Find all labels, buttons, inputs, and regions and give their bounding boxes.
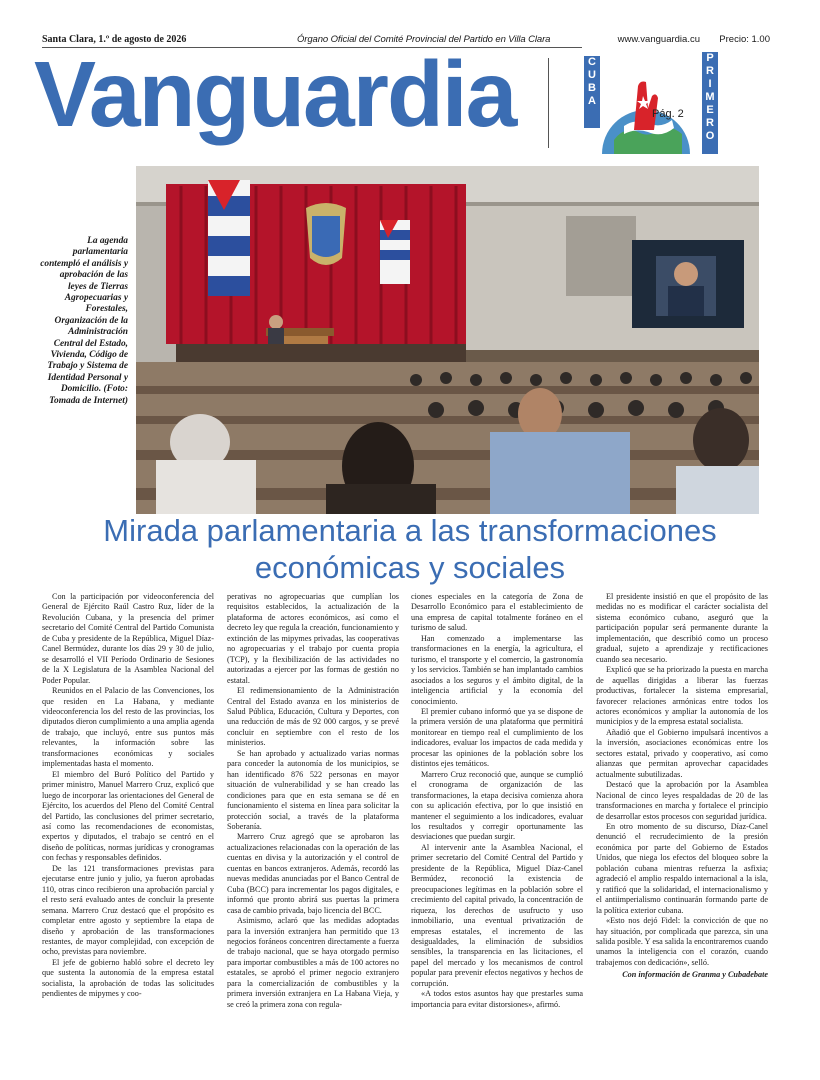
article-column-1 <box>42 592 214 1000</box>
headline-line-1: Mirada parlamentaria a las transformaciones <box>103 513 717 548</box>
article-column-4 <box>596 592 768 981</box>
paragraph: Con la participación por videoconferencia del General de Ejército Raúl Castro Ruz, líder de la Revolución Cubana, y la presencia del primer secretario del Comité Central del Partido Comunista de Cuba y presidente de la República, Miguel Díaz-Canel Bermúdez, durante los días 29 y 30 de julio, se desarrolló el VII Período Ordinario de Sesiones de la X Legislatura de la Asamblea Nacional del Poder Popular. <box>42 592 214 685</box>
paragraph: Destacó que la aprobación por la Asamblea Nacional de cinco leyes respaldadas de 20 de las transformaciones en marcha y fortalece el principio de desarrollar estos procesos con seguridad jurídica. <box>596 780 768 821</box>
issue-price: Precio: 1.00 <box>719 34 770 45</box>
paragraph: Al intervenir ante la Asamblea Nacional, el primer secretario del Comité Central del Partido y presidente de la República, Miguel Díaz-Canel Bermúdez, reconoció la existencia de preocupaciones legítimas en la población sobre el crecimiento del capital privado, la concentración de riqueza, los derechos de usufructo y uso inmobiliario, una eventual privatización de empresas estatales, el incremento de las desigualdades, la eliminación de subsidios sensibles, la transparencia en las licitaciones, el papel del mercado y los mecanismos de control popular para prevenir efectos negativos y hechos de corrupción. <box>411 842 583 988</box>
paragraph: El miembro del Buró Político del Partido y primer ministro, Manuel Marrero Cruz, explicó que luego de incorporar las orientaciones del General de Ejército, los acuerdos del Pleno del Comité Central del Partido, las conclusiones del primer secretario, así como las recomendaciones de economistas, expertos y diputados, el trabajo se centró en el diseño de políticas, normas jurídicas y cronogramas con fechas y responsables definidos. <box>42 769 214 863</box>
issue-date: Santa Clara, 1.º de agosto de 2026 <box>42 34 187 45</box>
paragraph: ciones especiales en la categoría de Zona de Desarrollo Económico para el establecimiento de una empresa de capital totalmente foráneo en el turismo de salud. <box>411 592 583 633</box>
source-credit: Con información de Granma y Cubadebate <box>622 970 768 980</box>
masthead-logo: Vanguardia <box>34 42 516 146</box>
cuba-vertical-label: C U B A <box>584 56 600 128</box>
photo-caption: La agenda parlamentaria contempló el análisis y aprobación de las leyes de Tierras Agropecuarias y Forestales, Organización de la Administración Central del Estado, Vivienda, Código de Trabajo y Sistema de Identidad Personal y Domicilio. (Foto: Tomada de Internet) <box>40 236 128 406</box>
paragraph: Se han aprobado y actualizado varias normas para conceder la autonomía de los municipios, se han identificado 876 522 personas en mayor situación de vulnerabilidad y se han creado las condiciones para que en esta semana se dé en funcionamiento el sistema en línea para solicitar la protección social, a través de la plataforma Soberanía. <box>227 748 399 831</box>
parliament-session-photo <box>136 166 759 514</box>
paragraph: Marrero Cruz reconoció que, aunque se cumplió el cronograma de organización de las transformaciones, la etapa decisiva comienza ahora con su aplicación efectiva, por lo que insistió en mantener el seguimiento a los indicadores, evaluar los resultados y corregir oportunamente las desviaciones que puedan surgir. <box>411 769 583 842</box>
article-column-2 <box>227 592 399 1010</box>
masthead-divider <box>548 58 549 148</box>
cuban-flag-hand-globe-icon <box>594 70 702 154</box>
page-reference: Pág. 2 <box>652 108 684 120</box>
paragraph: En otro momento de su discurso, Díaz-Canel denunció el recrudecimiento de la presión económica por parte del Gobierno de Estados Unidos, que niega los efectos del bloqueo sobre la población cubana mientras refuerza la asfixia; agradeció el amplio respaldo internacional a la isla, y ratificó que la solidaridad, el internacionalismo y el antiimperialismo continuarán formando parte de la política exterior cubana. <box>596 821 768 915</box>
paragraph: «Esto nos dejó Fidel: la convicción de que no hay situación, por complicada que parezca, sin una salida posible. Y esa salida la encontraremos cuando unamos la inteligencia con el corazón, cuando trabajemos con dedicación», selló. <box>596 916 768 967</box>
paragraph: El redimensionamiento de la Administración Central del Estado avanza en los ministerios de Salud Pública, Educación, Cultura y Deportes, con una reducción de más de 92 000 cargos, y se prevé concluir en septiembre con el resto de los ministerios. <box>227 686 399 748</box>
paragraph: El premier cubano informó que ya se dispone de la primera versión de una plataforma que permitirá monitorear en tiempo real el cumplimiento de los indicadores, evaluar los impactos de cada medida y procesar las opiniones de la población sobre los distintos ejes temáticos. <box>411 706 583 769</box>
paragraph: Asimismo, aclaró que las medidas adoptadas para la inversión extranjera han permitido que 13 negocios foráneos concentren directamente a fuerza de trabajo nacional, que se haya otorgado permiso para importar combustibles a más de 100 actores no estatales, se aprobó el primer negocio extranjero para la comercialización de combustibles y la primera inversión extranjera en La Habana Vieja, y se creó la primera zona con regula- <box>227 916 399 1009</box>
paragraph: Reunidos en el Palacio de las Convenciones, los que residen en La Habana, y mediante videoconferencia los del resto de las provincias, los diputados dieron cumplimiento a una amplia agenda de trabajo, que incluyó, entre sus puntos más relevantes, la información sobre las transformaciones económicas y sociales implementadas hasta el momento. <box>42 686 214 769</box>
primero-vertical-label: P R I M E R O <box>702 52 718 154</box>
paragraph: Añadió que el Gobierno impulsará incentivos a la inversión, asociaciones económicas entre los sectores estatal, privado y cooperativo, así como alianzas que permitan aprovechar capacidades actualmente subutilizadas. <box>596 727 768 779</box>
main-headline <box>40 512 780 586</box>
paragraph: Marrero Cruz agregó que se aprobaron las actualizaciones relacionadas con la operación de las cuentas en divisa y la autorización y el control de cuentas en bancos extranjeros. Además, recordó las nuevas medidas anunciadas por el Banco Central de Cuba (BCC) para incrementar los pagos digitales, e informó que pronto abrirá sus puertas la primera casa de cambio privada, bajo licencia del BCC. <box>227 832 399 915</box>
paragraph: perativas no agropecuarias que cumplían los requisitos establecidos, la actualización de la plataforma de actores económicos, así como el decreto ley que regula la creación, funcionamiento y extinción de las mipymes privadas, las cooperativas no agropecuarias y el trabajo por cuenta propia (TCP), y la flexibilización de las actividades no autorizadas a ejercer por las formas de gestión no estatal. <box>227 592 399 685</box>
paragraph: El jefe de gobierno habló sobre el decreto ley que sustenta la autonomía de la empresa estatal socialista, la aprobación de todas las solicitudes pendientes de mipymes y coo- <box>42 957 214 999</box>
paragraph: El presidente insistió en que el propósito de las medidas no es modificar el carácter socialista del sistema económico cubano, aseguró que la participación popular será permanente durante la implementación, que describió como un proceso gradual, sujeto a aprendizaje y rectificaciones cuando sea necesario. <box>596 592 768 664</box>
headline-line-2: económicas y sociales <box>254 550 566 585</box>
paragraph: Explicó que se ha priorizado la puesta en marcha de aquellas dirigidas a liberar las fuerzas productivas, fortalecer la sistema empresarial, favorecer relaciones armónicas entre todos los actores económicos y ampliar la autonomía de los municipios y de la empresa estatal socialista. <box>596 665 768 727</box>
paragraph: «A todos estos asuntos hay que prestarles suma importancia para evitar distorsiones», afirmó. <box>411 989 583 1009</box>
paragraph: De las 121 transformaciones previstas para ejecutarse entre junio y julio, ya fueron aprobadas 110, otras cinco recibieron una aprobación parcial y el resto será evaluado antes de concluir la presente semana. Marrero Cruz destacó que el propósito es completar entre agosto y septiembre la etapa de diseño y aprobación de las transformaciones restantes, de mayor complejidad, con excepción de ocho, previstas para noviembre. <box>42 863 214 957</box>
website-link[interactable]: www.vanguardia.cu <box>617 34 700 45</box>
paragraph: Han comenzado a implementarse las transformaciones en la energía, la agricultura, el turismo, el transporte y el comercio, la gastronomía y los servicios. También se han implantado cambios asociados a los seguros y el ámbito digital, de la inteligencia artificial y la economía del conocimiento. <box>411 633 583 706</box>
cuba-primero-badge[interactable] <box>584 52 720 156</box>
article-body <box>42 592 772 1042</box>
article-column-3 <box>411 592 583 1010</box>
official-organ-line: Órgano Oficial del Comité Provincial del Partido en Villa Clara <box>297 34 551 45</box>
